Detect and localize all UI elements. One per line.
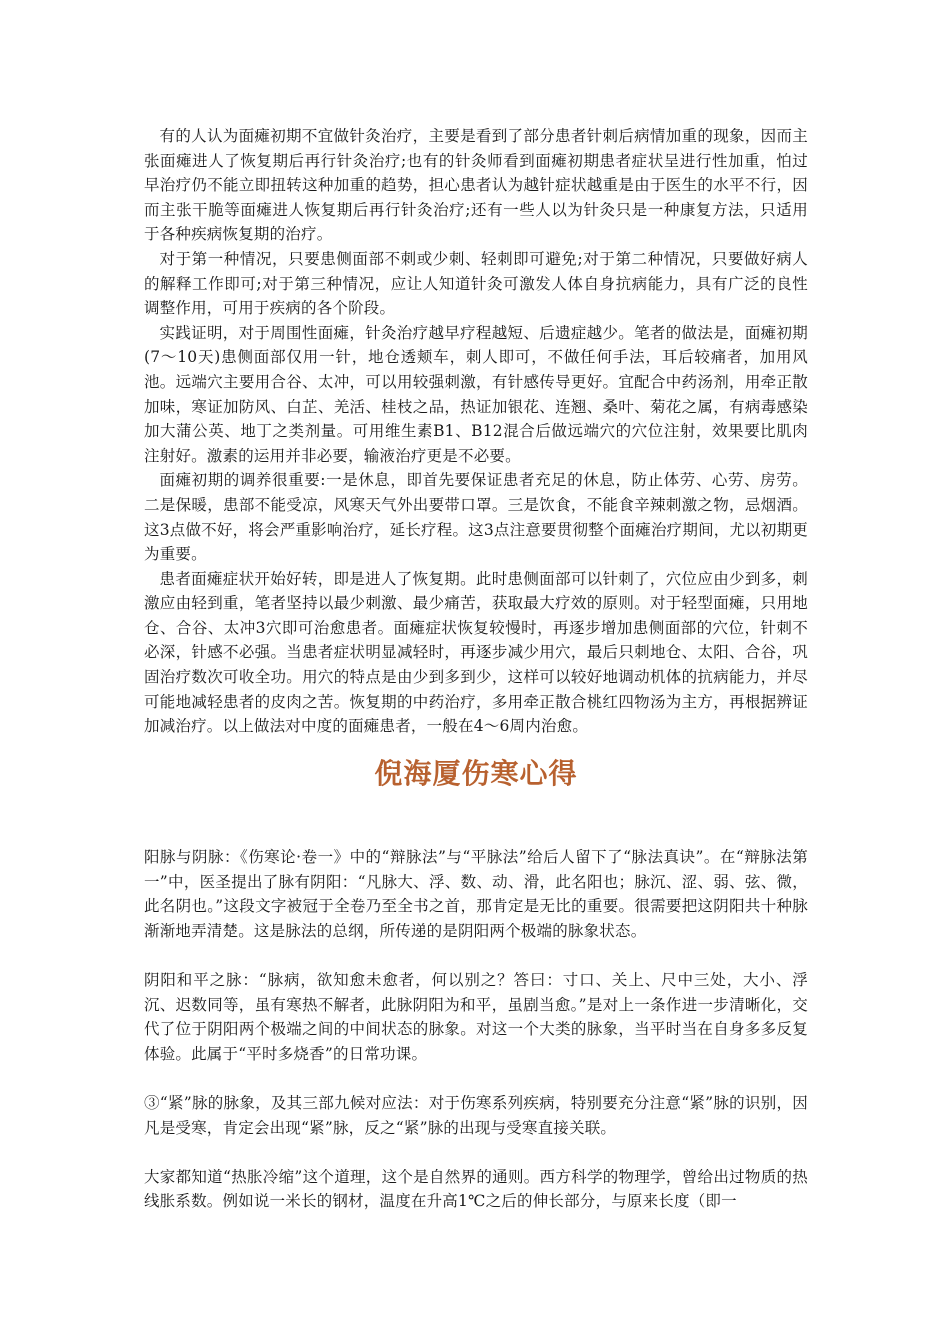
article-body (144, 124, 808, 739)
paragraph: 实践证明，对于周围性面瘫，针灸治疗越早疗程越短、后遗症越少。笔者的做法是，面瘫初期(7～10天)患侧面部仅用一针，地仓透颊车，刺人即可，不做任何手法，耳后较痛者，加用风池。远端穴主要用合谷、太冲，可以用较强刺激，有针感传导更好。宜配合中药汤剂，用牵正散加味，寒证加防风、白芷、羌活、桂枝之品，热证加银花、连翘、桑叶、菊花之属，有病毒感染加大蒲公英、地丁之类剂量。可用维生素B1、B12混合后做远端穴的穴位注射，效果要比肌肉注射好。激素的运用并非必要，输液治疗更是不必要。 (144, 323, 808, 465)
paragraph: 有的人认为面瘫初期不宜做针灸治疗，主要是看到了部分患者针刺后病情加重的现象，因而主张面瘫进人了恢复期后再行针灸治疗;也有的针灸师看到面瘫初期患者症状呈进行性加重，怕过早治疗仍不能立即扭转这种加重的趋势，担心患者认为越针症状越重是由于医生的水平不行，因而主张干脆等面瘫进人恢复期后再行针灸治疗;还有一些人以为针灸只是一种康复方法，只适用于各种疾病恢复期的治疗。 (144, 127, 808, 244)
paragraph: 对于第一种情况，只要患侧面部不刺或少刺、轻刺即可避免;对于第二种情况，只要做好病人的解释工作即可;对于第三种情况，应让人知道针灸可激发人体自身抗病能力，具有广泛的良性调整作用，可用于疾病的各个阶段。 (144, 249, 808, 318)
paragraph: 阳脉与阴脉：《伤寒论·卷一》中的“辩脉法”与“平脉法”给后人留下了“脉法真诀”。在“辩脉法第一”中，医圣提出了脉有阴阳：“凡脉大、浮、数、动、滑，此名阳也；脉沉、涩、弱、弦、微，此名阴也。”这段文字被冠于全卷乃至全书之首，那肯定是无比的重要。很需要把这阴阳共十种脉渐渐地弄清楚。这是脉法的总纲，所传递的是阴阳两个极端的脉象状态。 (144, 848, 808, 940)
section-body (144, 845, 808, 1239)
section-title: 倪海厦伤寒心得 (374, 757, 578, 790)
paragraph: 大家都知道“热胀冷缩”这个道理，这个是自然界的通则。西方科学的物理学，曾给出过物质的热线胀系数。例如说一米长的钢材，温度在升高1℃之后的伸长部分，与原来长度（即一 (144, 1167, 808, 1211)
paragraph: 患者面瘫症状开始好转，即是进人了恢复期。此时患侧面部可以针刺了，穴位应由少到多，刺激应由轻到重，笔者坚持以最少刺激、最少痛苦，获取最大疗效的原则。对于轻型面瘫，只用地仓、合谷、太冲3穴即可治愈患者。面瘫症状恢复较慢时，再逐步增加患侧面部的穴位，针刺不必深，针感不必强。当患者症状明显减轻时，再逐步减少用穴，最后只刺地仓、太阳、合谷，巩固治疗数次可收全功。用穴的特点是由少到多到少，这样可以较好地调动机体的抗病能力，并尽可能地减轻患者的皮肉之苦。恢复期的中药治疗，多用牵正散合桃红四物汤为主方，再根据辨证加减治疗。以上做法对中度的面瘫患者，一般在4～6周内治愈。 (144, 569, 808, 736)
paragraph: 阴阳和平之脉：“脉病，欲知愈未愈者，何以别之？答曰：寸口、关上、尺中三处，大小、浮沉、迟数同等，虽有寒热不解者，此脉阴阳为和平，虽剧当愈。”是对上一条作进一步清晰化，交代了位于阴阳两个极端之间的中间状态的脉象。对这一个大类的脉象，当平时当在自身多多反复体验。此属于“平时多烧香”的日常功课。 (144, 970, 808, 1063)
paragraph: ③“紧”脉的脉象，及其三部九候对应法：对于伤寒系列疾病，特别要充分注意“紧”脉的识别，因凡是受寒，肯定会出现“紧”脉，反之“紧”脉的出现与受寒直接关联。 (144, 1093, 808, 1137)
paragraph: 面瘫初期的调养很重要:一是休息，即首先要保证患者充足的休息，防止体劳、心劳、房劳。二是保暖，患部不能受凉，风寒天气外出要带口罩。三是饮食，不能食辛辣刺激之物，忌烟酒。这3点做不好，将会严重影响治疗，延长疗程。这3点注意要贯彻整个面瘫治疗期间，尤以初期更为重要。 (144, 471, 808, 564)
